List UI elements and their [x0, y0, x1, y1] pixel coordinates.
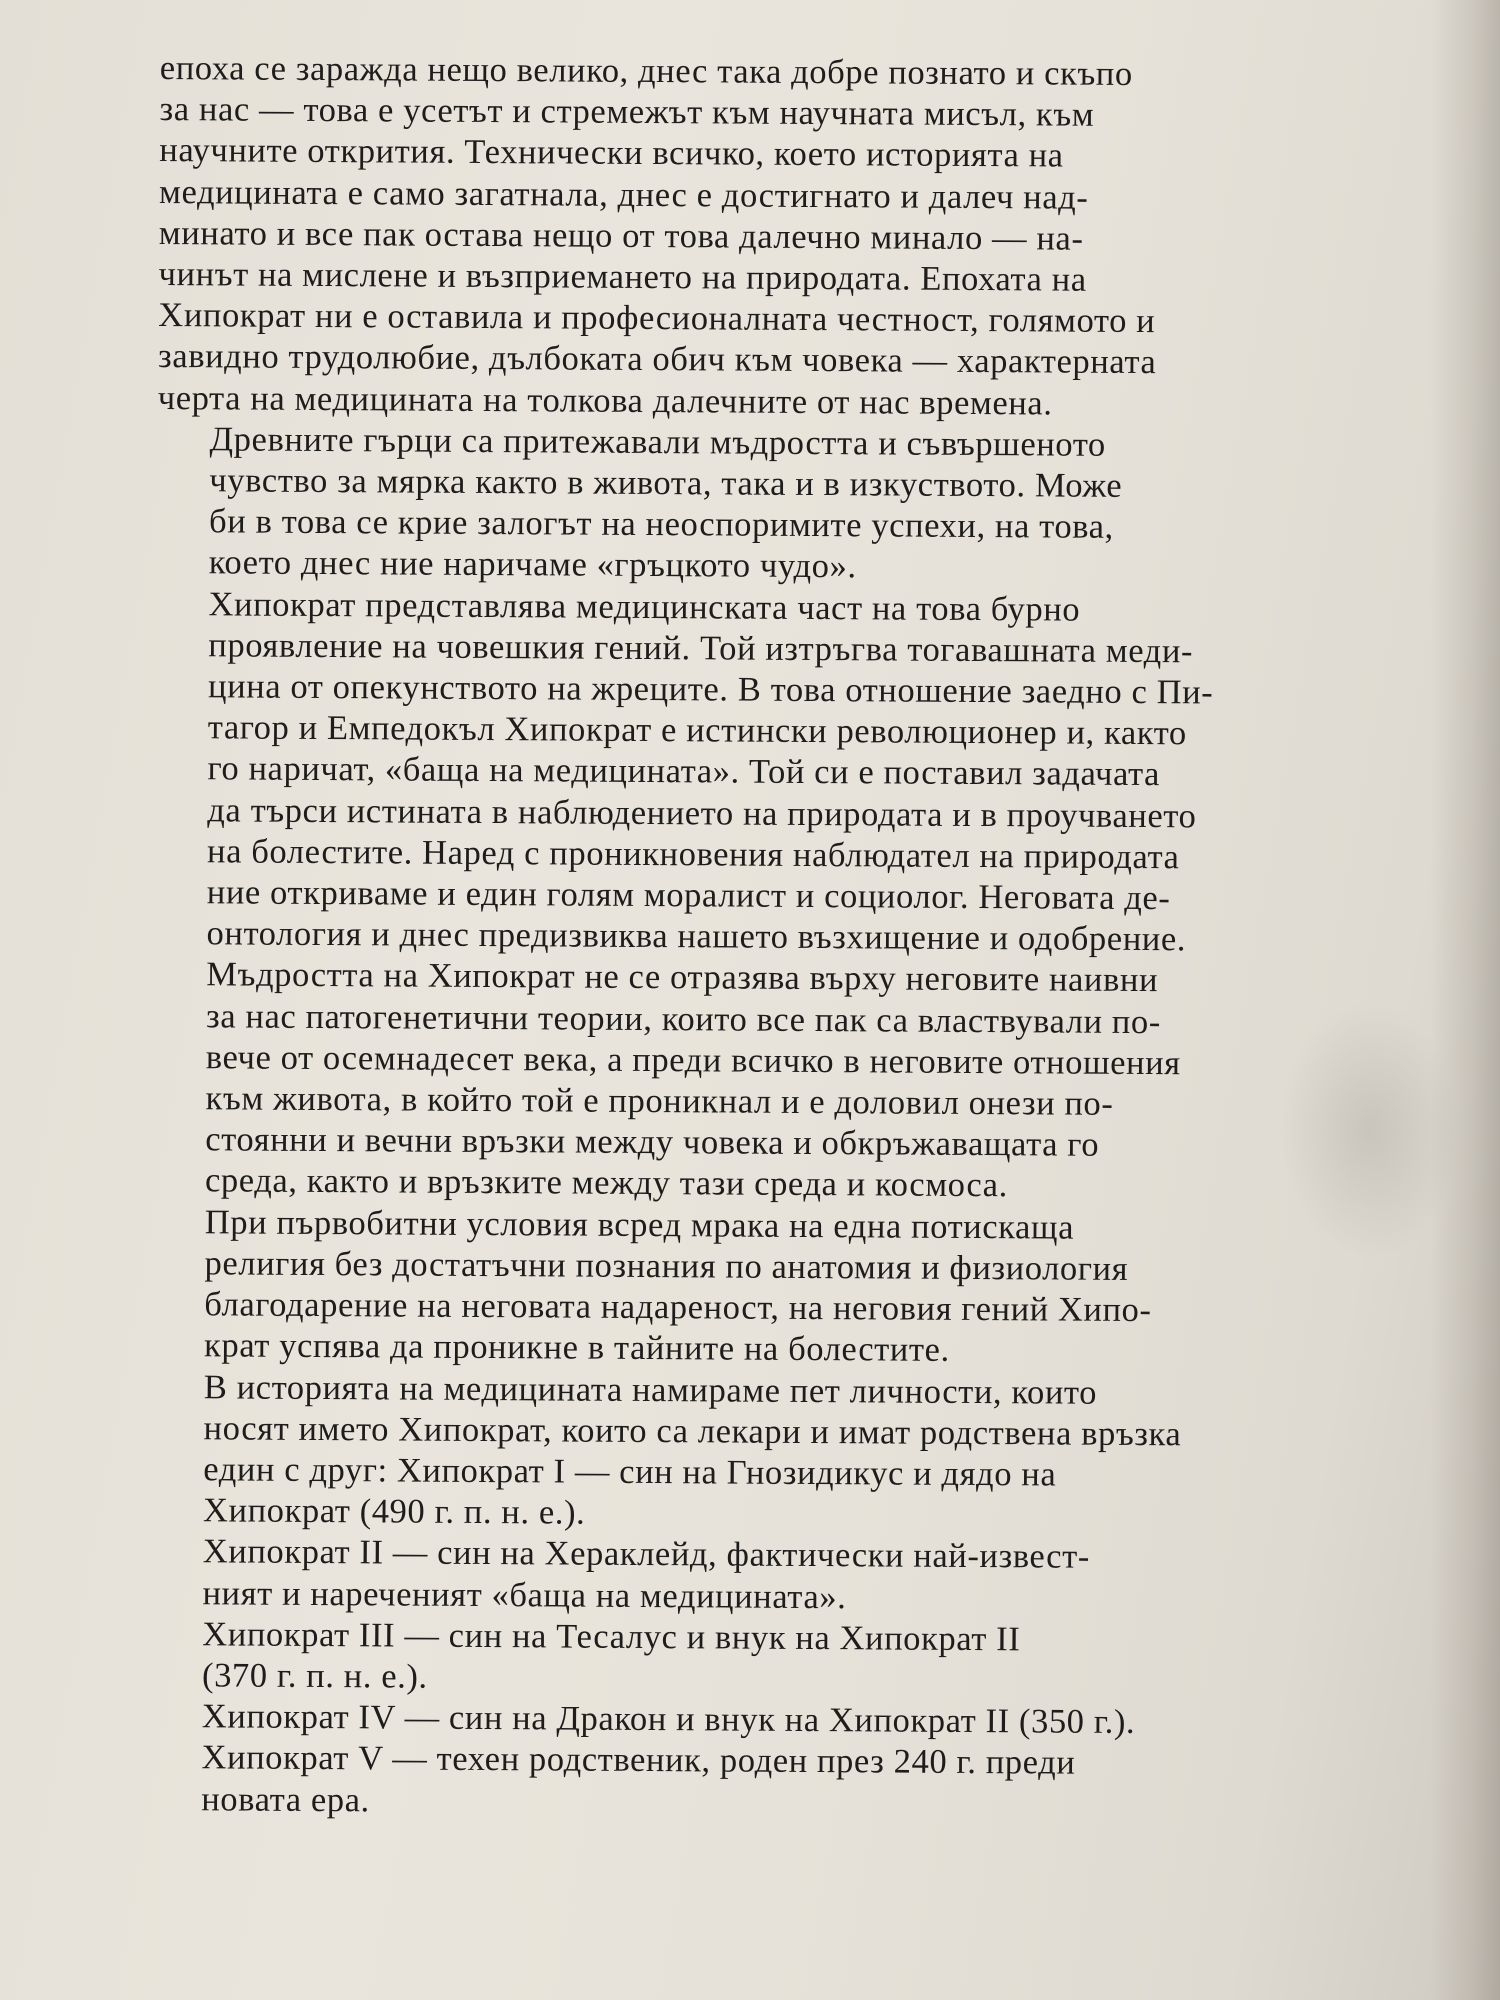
text-line: научните открития. Технически всичко, което историята на: [159, 131, 1064, 175]
text-line: един с друг: Хипократ I — син на Гнозидикус и дядо на: [203, 1450, 1057, 1494]
text-line: което днес ние наричаме «гръцкото чудо».: [208, 543, 857, 586]
text-line: онтология и днес предизвиква нашето възхищение и одобрение.: [206, 914, 1187, 959]
text-line: черта на медицината на толкова далечните от нас времена.: [157, 378, 1053, 423]
page-edge-shadow: [1430, 0, 1500, 2000]
text-line: цина от опекунството на жреците. В това отношение заедно с Пи-: [207, 667, 1214, 712]
text-line: Хипократ IV — син на Дракон и внук на Хипократ II (350 г.).: [201, 1697, 1136, 1742]
text-line: крат успява да проникне в тайните на болестите.: [203, 1326, 950, 1370]
text-line: стоянни и вечни връзки между човека и обкръжаващата го: [205, 1120, 1100, 1165]
text-line: да търси истината в наблюдението на природата и в проучването: [207, 790, 1197, 836]
text-line: религия без достатъчни познания по анатомия и физиология: [204, 1244, 1129, 1288]
text-line: благодарение на неговата надареност, на неговия гений Хипо-: [204, 1285, 1152, 1330]
text-line: завидно трудолюбие, дълбоката обич към човека — характерната: [157, 337, 1157, 382]
text-line: Хипократ III — син на Тесалус и внук на Хипократ II: [202, 1615, 1021, 1659]
text-line: Хипократ представлява медицинската част на това бурно: [208, 584, 1081, 629]
text-line: (370 г. п. н. е.).: [201, 1656, 428, 1696]
text-line: новата ера.: [201, 1779, 370, 1819]
text-line: Хипократ V — техен родственик, роден през 240 г. преди: [201, 1738, 1076, 1782]
text-line: В историята на медицината намираме пет личности, които: [203, 1367, 1098, 1412]
text-line: среда, както и връзките между тази среда и космоса.: [204, 1161, 1008, 1205]
text-line: Древните гърци са притежавали мъдростта и съвършеното: [209, 420, 1106, 464]
text-line: ният и нареченият «баща на медицината».: [202, 1573, 847, 1616]
text-line: към живота, в който той е проникнал и е доловил онези по-: [205, 1079, 1114, 1123]
paragraph-hippocrates-v: [149, 1737, 1379, 1827]
text-line: би в това се крие залогът на неоспоримите успехи, на това,: [208, 502, 1114, 547]
paragraph-continuation: [158, 48, 1390, 426]
paragraph-hippocrates-role: [154, 584, 1386, 962]
text-line: При първобитни условия всред мрака на една потискаща: [204, 1202, 1075, 1247]
text-line: минато и все пак остава нещо от това далечно минало — на-: [158, 213, 1084, 258]
text-line: тагор и Емпедокъл Хипократ е истински революционер и, както: [207, 708, 1187, 753]
paragraph-hippocrates-ii: [150, 1531, 1380, 1621]
text-line: проявление на човешкия гений. Той изтръгва тогавашната меди-: [208, 626, 1194, 671]
text-line: го наричат, «баща на медицината». Той си е поставил задачата: [207, 749, 1161, 794]
text-line: епоха се заражда нещо велико, днес така добре познато и скъпо: [159, 48, 1133, 93]
text-line: чувство за мярка както в живота, така и в изкуството. Може: [209, 461, 1123, 505]
paragraph-primitive-conditions: [152, 1202, 1383, 1374]
text-line: Мъдростта на Хипократ не се отразява върху неговите наивни: [206, 955, 1159, 1000]
text-line: Хипократ II — син на Хераклейд, фактически най-извест-: [202, 1532, 1091, 1577]
paragraph-wisdom: [153, 954, 1384, 1209]
text-line: Хипократ (490 г. п. н. е.).: [202, 1491, 586, 1532]
text-line: носят името Хипократ, които са лекари и имат родствена връзка: [203, 1408, 1182, 1453]
text-line: медицината е само загатнала, днес е достигнато и далеч над-: [159, 172, 1089, 217]
page-body-text: [149, 48, 1390, 1827]
text-line: на болестите. Наред с проникновения наблюдател на природата: [206, 832, 1180, 877]
text-line: ние откриваме и един голям моралист и социолог. Неговата де-: [206, 873, 1171, 918]
text-line: за нас — това е усетът и стремежът към научната мисъл, към: [159, 90, 1095, 134]
text-line: Хипократ ни е оставила и професионалната честност, голямото и: [158, 296, 1156, 341]
text-line: вече от осемнадесет века, а преди всичко в неговите отношения: [205, 1038, 1181, 1083]
text-line: за нас патогенетични теории, които все пак са властвували по-: [205, 996, 1161, 1041]
text-line: чинът на мислене и възприемането на природата. Епохата на: [158, 255, 1087, 299]
paragraph-hippocrates-iii: [150, 1614, 1380, 1704]
paragraph-five-hippocrates: [151, 1366, 1382, 1538]
paragraph-greek-wisdom: [157, 419, 1388, 591]
